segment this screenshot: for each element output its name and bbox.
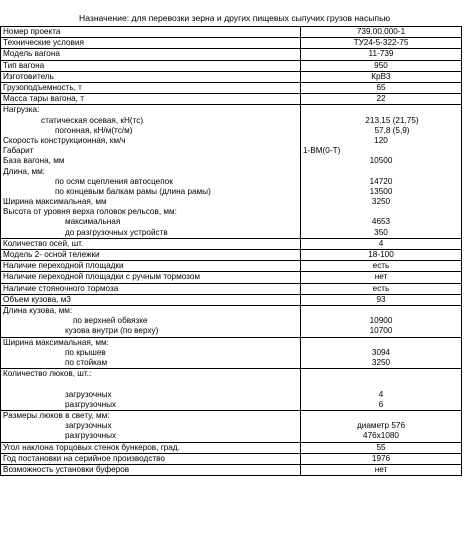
hatch-count-header: Количество люков, шт.: bbox=[3, 369, 92, 379]
specification-table bbox=[0, 26, 462, 476]
linear-load-value: 57,8 (5,9) bbox=[374, 125, 410, 135]
table-row bbox=[1, 94, 462, 105]
row-value: 739.00.000-1 bbox=[301, 27, 462, 38]
hatch-count-labels bbox=[1, 369, 301, 411]
length-coupler-label: по осям сцепления автосцепок bbox=[55, 176, 173, 186]
table-row bbox=[1, 272, 462, 283]
max-width-labels bbox=[1, 337, 301, 369]
base-label: База вагона, мм bbox=[3, 156, 65, 166]
row-value: 1976 bbox=[301, 453, 462, 464]
row-value: нет bbox=[301, 272, 462, 283]
max-width-roof-value: 3094 bbox=[371, 347, 391, 357]
height-unload-value: 350 bbox=[374, 227, 388, 237]
max-width-values bbox=[301, 337, 462, 369]
table-row bbox=[1, 453, 462, 464]
max-width-posts-value: 3250 bbox=[371, 358, 391, 368]
row-value: 11-739 bbox=[301, 49, 462, 60]
static-load-label: статическая осевая, кН(тс) bbox=[41, 115, 144, 125]
table-row bbox=[1, 442, 462, 453]
row-value: 55 bbox=[301, 442, 462, 453]
width-label: Ширина максимальная, мм bbox=[3, 197, 107, 207]
body-length-labels bbox=[1, 306, 301, 338]
table-row bbox=[1, 294, 462, 305]
height-max-label: максимальная bbox=[65, 217, 121, 227]
body-length-inside-label: кузова внутри (по верху) bbox=[65, 326, 159, 336]
hatch-size-load-label: загрузочных bbox=[65, 421, 112, 431]
row-label: Объем кузова, м3 bbox=[1, 294, 301, 305]
height-header: Высота от уровня верха головок рельсов, мм: bbox=[3, 207, 177, 217]
row-value: 950 bbox=[301, 60, 462, 71]
row-label: Грузоподъемность, т bbox=[1, 83, 301, 94]
table-row bbox=[1, 250, 462, 261]
row-label: Угол наклона торцовых стенок бункеров, град. bbox=[1, 442, 301, 453]
load-block-values bbox=[301, 105, 462, 238]
table-row bbox=[1, 71, 462, 82]
table-row-hatch-count bbox=[1, 369, 462, 411]
length-beams-value: 13500 bbox=[369, 186, 393, 196]
table-row bbox=[1, 60, 462, 71]
height-max-value: 4653 bbox=[371, 217, 391, 227]
row-label: Наличие стояночного тормоза bbox=[1, 283, 301, 294]
hatch-size-header: Размеры люков в свету, мм: bbox=[3, 410, 110, 420]
table-row-max-width bbox=[1, 337, 462, 369]
hatch-count-values bbox=[301, 369, 462, 411]
speed-value: 120 bbox=[374, 135, 388, 145]
table-row bbox=[1, 27, 462, 38]
hatch-size-unload-value: 476х1080 bbox=[363, 431, 399, 441]
base-value: 10500 bbox=[369, 156, 393, 166]
load-header: Нагрузка: bbox=[3, 105, 40, 115]
row-label: Изготовитель bbox=[1, 71, 301, 82]
width-value: 3250 bbox=[371, 197, 391, 207]
row-value: нет bbox=[301, 464, 462, 475]
row-value: 4 bbox=[301, 238, 462, 249]
table-row-hatch-size bbox=[1, 410, 462, 442]
body-length-values bbox=[301, 306, 462, 338]
table-row bbox=[1, 83, 462, 94]
row-value: КрВЗ bbox=[301, 71, 462, 82]
table-row bbox=[1, 283, 462, 294]
row-value: есть bbox=[301, 283, 462, 294]
body-length-top-value: 10900 bbox=[369, 316, 393, 326]
row-label: Масса тары вагона, т bbox=[1, 94, 301, 105]
row-label: Модель вагона bbox=[1, 49, 301, 60]
max-width-posts-label: по стойкам bbox=[65, 358, 108, 368]
max-width-header: Ширина максимальная, мм: bbox=[3, 337, 109, 347]
length-beams-label: по концевым балкам рамы (длина рамы) bbox=[55, 186, 211, 196]
table-row bbox=[1, 38, 462, 49]
row-value: 93 bbox=[301, 294, 462, 305]
table-row bbox=[1, 261, 462, 272]
row-value: 18-100 bbox=[301, 250, 462, 261]
hatch-count-load-value: 4 bbox=[378, 389, 384, 399]
row-label: Количество осей, шт. bbox=[1, 238, 301, 249]
hatch-size-unload-label: разгрузочных bbox=[65, 431, 117, 441]
height-unload-label: до разгрузочных устройств bbox=[65, 227, 168, 237]
gauge-label: Габарит bbox=[3, 146, 34, 156]
max-width-roof-label: по крышев bbox=[65, 347, 106, 357]
row-label: Тип вагона bbox=[1, 60, 301, 71]
hatch-size-load-value: диаметр 576 bbox=[356, 421, 406, 431]
hatch-count-load-label: загрузочных bbox=[65, 389, 112, 399]
body-length-top-label: по верхней обвязке bbox=[73, 316, 148, 326]
load-block-labels bbox=[1, 105, 301, 238]
row-label: Наличие переходной площадки bbox=[1, 261, 301, 272]
gauge-value: 1-ВМ(0-Т) bbox=[303, 146, 341, 156]
speed-label: Скорость конструкционная, км/ч bbox=[3, 135, 126, 145]
hatch-size-labels bbox=[1, 410, 301, 442]
static-load-value: 213,15 (21,75) bbox=[365, 115, 419, 125]
row-value: ТУ24-5-322-75 bbox=[301, 38, 462, 49]
row-label: Год постановки на серийное производство bbox=[1, 453, 301, 464]
row-label: Технические условия bbox=[1, 38, 301, 49]
row-value: 65 bbox=[301, 83, 462, 94]
row-label: Наличие переходной площадки с ручным тормозом bbox=[1, 272, 301, 283]
body-length-inside-value: 10700 bbox=[369, 326, 393, 336]
table-row bbox=[1, 49, 462, 60]
hatch-count-unload-value: 6 bbox=[378, 399, 384, 409]
hatch-size-values bbox=[301, 410, 462, 442]
linear-load-label: погонная, кН/м(тс/м) bbox=[55, 125, 133, 135]
row-label: Номер проекта bbox=[1, 27, 301, 38]
row-label: Модель 2- осной тележки bbox=[1, 250, 301, 261]
row-label: Возможность установки буферов bbox=[1, 464, 301, 475]
table-row-load-block bbox=[1, 105, 462, 238]
table-row-body-length bbox=[1, 306, 462, 338]
length-header: Длина, мм: bbox=[3, 166, 46, 176]
document-title: Назначение: для перевозки зерна и других пищевых сыпучих грузов насыпью bbox=[78, 13, 391, 23]
row-value: есть bbox=[301, 261, 462, 272]
table-row bbox=[1, 238, 462, 249]
body-length-header: Длина кузова, мм: bbox=[3, 306, 73, 316]
row-value: 22 bbox=[301, 94, 462, 105]
length-coupler-value: 14720 bbox=[369, 176, 393, 186]
hatch-count-unload-label: разгрузочных bbox=[65, 399, 117, 409]
table-row bbox=[1, 464, 462, 475]
